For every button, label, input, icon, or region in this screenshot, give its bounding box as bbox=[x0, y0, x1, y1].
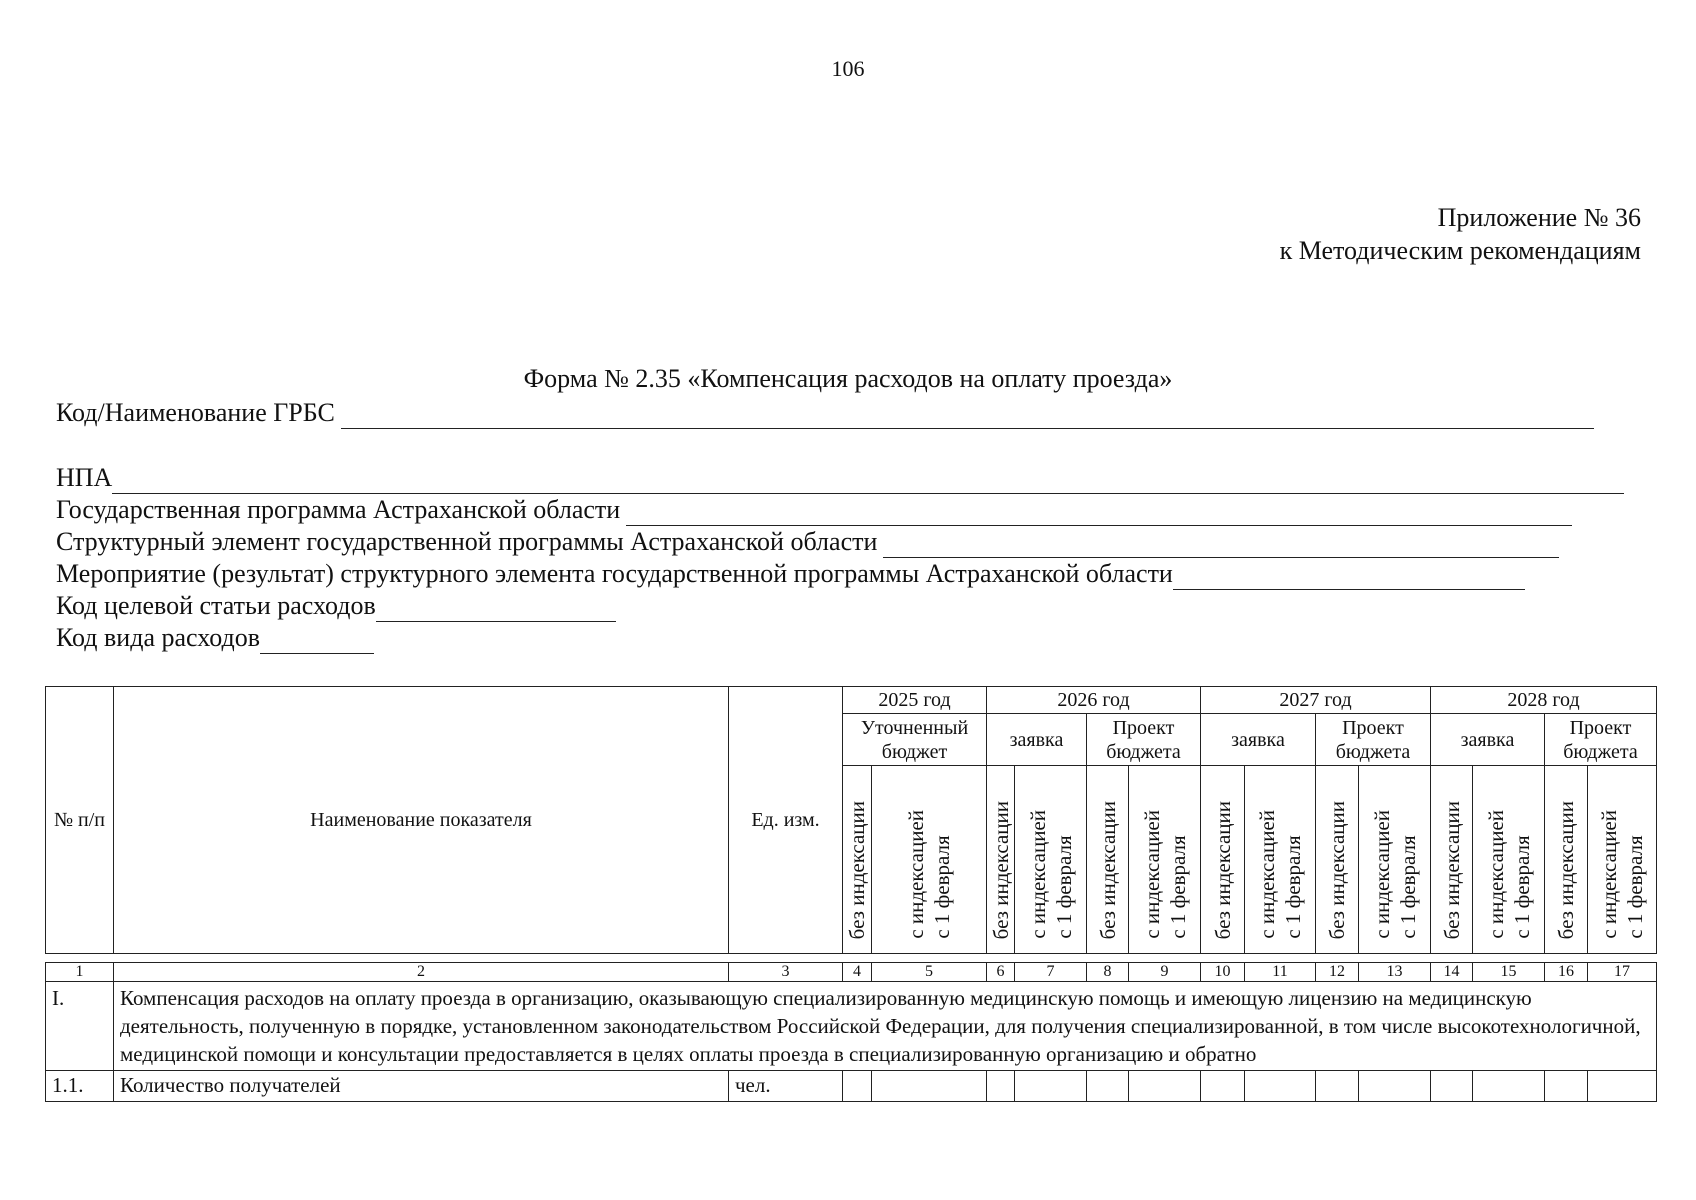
row-num: 1.1. bbox=[46, 1071, 114, 1102]
data-cell[interactable] bbox=[1473, 1071, 1545, 1102]
header-with-index: с индексацией с 1 февраля bbox=[1473, 766, 1545, 954]
header-no-index: без индексации bbox=[1201, 766, 1245, 954]
grbs-input-line[interactable] bbox=[341, 406, 1594, 429]
column-number: 7 bbox=[1015, 963, 1087, 982]
structural-element-field bbox=[56, 526, 1559, 558]
grbs-label: Код/Наименование ГРБС bbox=[56, 398, 335, 427]
column-number: 8 bbox=[1087, 963, 1129, 982]
column-number: 6 bbox=[987, 963, 1015, 982]
column-number: 14 bbox=[1431, 963, 1473, 982]
column-number: 2 bbox=[114, 963, 729, 982]
column-number: 4 bbox=[843, 963, 872, 982]
row-unit: чел. bbox=[729, 1071, 843, 1102]
header-year-2027: 2027 год bbox=[1201, 687, 1431, 714]
form-title: Форма № 2.35 «Компенсация расходов на оплату проезда» bbox=[523, 364, 1173, 393]
structural-element-input-line[interactable] bbox=[883, 535, 1559, 558]
column-number: 11 bbox=[1245, 963, 1316, 982]
expense-type-field bbox=[56, 622, 374, 654]
indicator-table-body bbox=[45, 962, 1657, 1102]
header-no-index: без индексации bbox=[987, 766, 1015, 954]
npa-field bbox=[56, 462, 1624, 494]
column-number: 15 bbox=[1473, 963, 1545, 982]
header-with-index: с индексацией с 1 февраля bbox=[1359, 766, 1431, 954]
event-label: Мероприятие (результат) структурного элемента государственной программы Астраханской области bbox=[56, 559, 1173, 588]
data-cell[interactable] bbox=[1545, 1071, 1588, 1102]
data-cell[interactable] bbox=[1015, 1071, 1087, 1102]
data-cell[interactable] bbox=[987, 1071, 1015, 1102]
header-with-index: с индексацией с 1 февраля bbox=[872, 766, 987, 954]
header-draft-2028: Проект бюджета bbox=[1545, 714, 1657, 766]
header-request-2028: заявка bbox=[1431, 714, 1545, 766]
section-description: Компенсация расходов на оплату проезда в организацию, оказывающую специализированную медицинскую помощь и имеющую лицензию на медицинскую деятельность, полученную в порядке, установленном законодательством Российской Федерации, для получения специализированной, в том числе высокотехнологичной, медицинской помощи и консультации предоставляется в целях оплаты проезда в специализированную организацию и обратно bbox=[114, 982, 1657, 1071]
program-field bbox=[56, 494, 1572, 526]
expense-type-label: Код вида расходов bbox=[56, 623, 260, 652]
target-code-label: Код целевой статьи расходов bbox=[56, 591, 376, 620]
header-year-2025: 2025 год bbox=[843, 687, 987, 714]
section-num: I. bbox=[46, 982, 114, 1071]
event-input-line[interactable] bbox=[1173, 567, 1525, 590]
header-no-index: без индексации bbox=[843, 766, 872, 954]
header-num: № п/п bbox=[46, 687, 114, 954]
column-numbers-row bbox=[46, 963, 1657, 982]
header-draft-2026: Проект бюджета bbox=[1087, 714, 1201, 766]
column-number: 16 bbox=[1545, 963, 1588, 982]
header-with-index: с индексацией с 1 февраля bbox=[1588, 766, 1657, 954]
header-request-2027: заявка bbox=[1201, 714, 1316, 766]
program-input-line[interactable] bbox=[626, 503, 1572, 526]
column-number: 10 bbox=[1201, 963, 1245, 982]
column-number: 3 bbox=[729, 963, 843, 982]
table-row bbox=[46, 1071, 1657, 1102]
target-code-input-line[interactable] bbox=[376, 599, 616, 622]
npa-input-line[interactable] bbox=[112, 471, 1624, 494]
appendix-number: Приложение № 36 bbox=[1437, 203, 1641, 232]
data-cell[interactable] bbox=[1588, 1071, 1657, 1102]
npa-label: НПА bbox=[56, 463, 113, 492]
header-request-2026: заявка bbox=[987, 714, 1087, 766]
column-number: 13 bbox=[1359, 963, 1431, 982]
header-with-index: с индексацией с 1 февраля bbox=[1129, 766, 1201, 954]
column-number: 5 bbox=[872, 963, 987, 982]
header-no-index: без индексации bbox=[1316, 766, 1359, 954]
data-cell[interactable] bbox=[1245, 1071, 1316, 1102]
program-label: Государственная программа Астраханской области bbox=[56, 495, 621, 524]
data-cell[interactable] bbox=[1316, 1071, 1359, 1102]
column-number: 12 bbox=[1316, 963, 1359, 982]
header-year-2028: 2028 год bbox=[1431, 687, 1657, 714]
header-clarified-budget: Уточненный бюджет bbox=[843, 714, 987, 766]
grbs-field bbox=[56, 397, 1594, 429]
data-cell[interactable] bbox=[1359, 1071, 1431, 1102]
header-no-index: без индексации bbox=[1431, 766, 1473, 954]
column-number: 9 bbox=[1129, 963, 1201, 982]
column-number: 1 bbox=[46, 963, 114, 982]
page-number: 106 bbox=[831, 56, 865, 81]
row-name: Количество получателей bbox=[114, 1071, 729, 1102]
data-cell[interactable] bbox=[843, 1071, 872, 1102]
header-with-index: с индексацией с 1 февраля bbox=[1015, 766, 1087, 954]
data-cell[interactable] bbox=[1201, 1071, 1245, 1102]
header-unit: Ед. изм. bbox=[729, 687, 843, 954]
header-no-index: без индексации bbox=[1545, 766, 1588, 954]
section-row bbox=[46, 982, 1657, 1071]
expense-type-input-line[interactable] bbox=[260, 631, 374, 654]
header-name: Наименование показателя bbox=[114, 687, 729, 954]
indicator-table-header bbox=[45, 686, 1657, 954]
event-field bbox=[56, 558, 1525, 590]
target-code-field bbox=[56, 590, 616, 622]
data-cell[interactable] bbox=[872, 1071, 987, 1102]
appendix-reference: к Методическим рекомендациям bbox=[1279, 236, 1641, 265]
data-cell[interactable] bbox=[1431, 1071, 1473, 1102]
header-draft-2027: Проект бюджета bbox=[1316, 714, 1431, 766]
data-cell[interactable] bbox=[1129, 1071, 1201, 1102]
data-cell[interactable] bbox=[1087, 1071, 1129, 1102]
header-no-index: без индексации bbox=[1087, 766, 1129, 954]
structural-element-label: Структурный элемент государственной программы Астраханской области bbox=[56, 527, 878, 556]
column-number: 17 bbox=[1588, 963, 1657, 982]
header-with-index: с индексацией с 1 февраля bbox=[1245, 766, 1316, 954]
header-year-2026: 2026 год bbox=[987, 687, 1201, 714]
